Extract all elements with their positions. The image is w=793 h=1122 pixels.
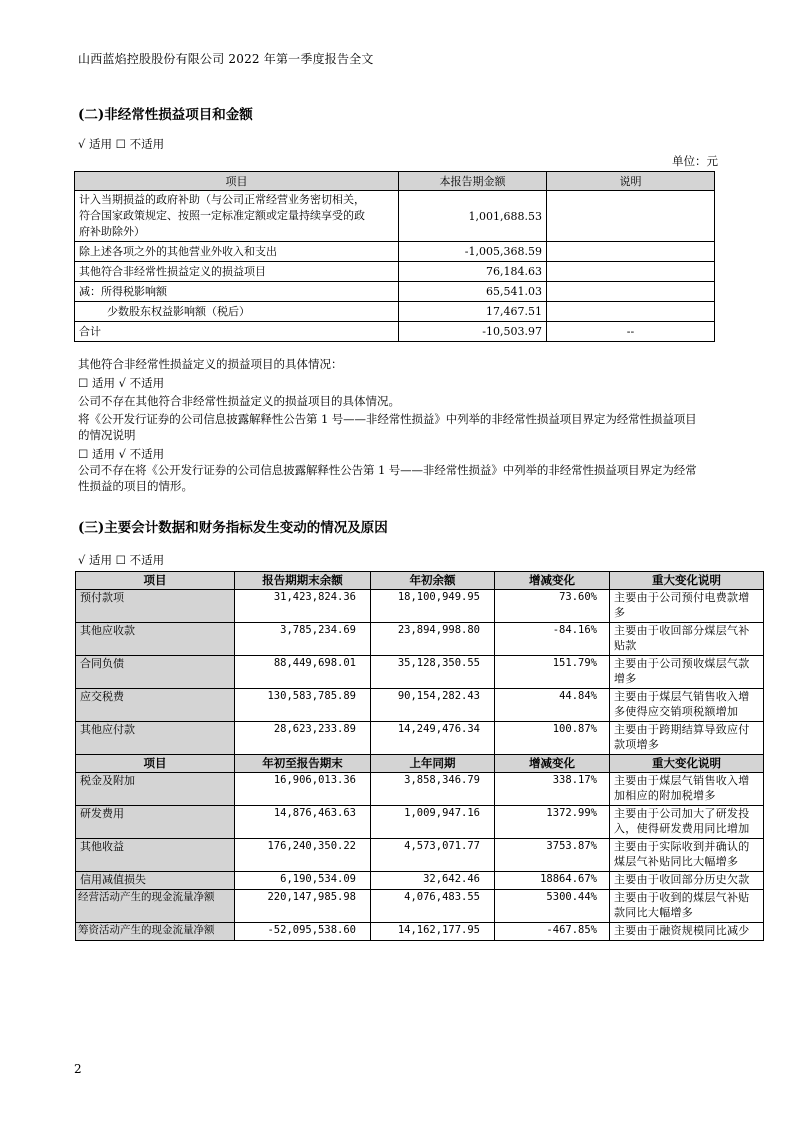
table-row <box>75 282 715 302</box>
paragraph <box>78 462 728 494</box>
column-header: 报告期期末余额 <box>235 572 371 590</box>
begin-balance-cell: 18,100,949.95 <box>371 590 495 623</box>
item-cell: 研发费用 <box>76 806 235 839</box>
table-row <box>76 590 764 623</box>
page-number: 2 <box>74 1062 82 1076</box>
table-row <box>76 923 764 941</box>
prior-period-cell: 4,076,483.55 <box>371 890 495 923</box>
note-cell <box>610 839 764 872</box>
amount-cell: 76,184.63 <box>399 262 547 282</box>
note-cell <box>610 656 764 689</box>
amount-cell: 65,541.03 <box>399 282 547 302</box>
current-period-cell: 220,147,985.98 <box>235 890 371 923</box>
paragraph: 其他符合非经常性损益定义的损益项目的具体情况： <box>78 357 343 371</box>
item-cell: 其他应收款 <box>76 623 235 656</box>
column-header: 项目 <box>75 172 399 191</box>
table-row <box>76 872 764 890</box>
note-line: 加相应的附加税增多 <box>614 789 716 802</box>
section-2-title: (二)非经常性损益项目和金额 <box>78 107 253 123</box>
note-cell <box>610 689 764 722</box>
prior-period-cell: 32,642.46 <box>371 872 495 890</box>
note-cell <box>547 282 715 302</box>
note-cell <box>610 806 764 839</box>
table-row <box>76 839 764 872</box>
note-cell <box>547 191 715 242</box>
item-cell: 其他符合非经常性损益定义的损益项目 <box>75 262 399 282</box>
prior-period-cell: 14,162,177.95 <box>371 923 495 941</box>
current-period-cell: 16,906,013.36 <box>235 773 371 806</box>
document-header: 山西蓝焰控股股份有限公司 2022 年第一季度报告全文 <box>78 52 374 66</box>
note-line: 款项增多 <box>614 738 660 751</box>
column-header: 重大变化说明 <box>610 572 764 590</box>
note-line: 主要由于公司预付电费款增 <box>614 591 750 604</box>
current-period-cell: 14,876,463.63 <box>235 806 371 839</box>
note-line: 多使得应交销项税额增加 <box>614 705 739 718</box>
column-header: 年初至报告期末 <box>235 755 371 773</box>
prior-period-cell: 1,009,947.16 <box>371 806 495 839</box>
item-cell <box>75 191 399 242</box>
table-header-row <box>76 572 764 590</box>
unit-label: 单位：元 <box>672 154 718 168</box>
end-balance-cell: 130,583,785.89 <box>235 689 371 722</box>
note-cell <box>610 890 764 923</box>
table-row <box>76 890 764 923</box>
table-row <box>76 806 764 839</box>
paragraph-line: 的情况说明 <box>78 428 136 442</box>
section-3-title: (三)主要会计数据和财务指标发生变动的情况及原因 <box>78 520 388 536</box>
note-cell <box>547 242 715 262</box>
prior-period-cell: 3,858,346.79 <box>371 773 495 806</box>
note-cell <box>610 623 764 656</box>
current-period-cell: 176,240,350.22 <box>235 839 371 872</box>
column-header: 说明 <box>547 172 715 191</box>
change-cell: 338.17% <box>495 773 610 806</box>
note-cell <box>547 302 715 322</box>
change-cell: 151.79% <box>495 656 610 689</box>
table-row <box>76 656 764 689</box>
change-cell: 1372.99% <box>495 806 610 839</box>
column-header: 项目 <box>76 755 235 773</box>
begin-balance-cell: 23,894,998.80 <box>371 623 495 656</box>
change-cell: 44.84% <box>495 689 610 722</box>
current-period-cell: -52,095,538.60 <box>235 923 371 941</box>
applicable-indicator: ☐ 适用 √ 不适用 <box>78 376 165 390</box>
applicable-indicator: ☐ 适用 √ 不适用 <box>78 447 165 461</box>
item-line: 府补助除外） <box>79 225 145 238</box>
note-line: 贴款 <box>614 639 637 652</box>
non-recurring-table <box>74 171 715 342</box>
change-cell: 100.87% <box>495 722 610 755</box>
item-cell: 预付款项 <box>76 590 235 623</box>
paragraph-line: 公司不存在将《公开发行证券的公司信息披露解释性公告第 1 号——非经常性损益》中列举的非经常性损益项目界定为经常 <box>78 463 697 477</box>
note-cell <box>610 872 764 890</box>
table-row <box>75 302 715 322</box>
column-header: 项目 <box>76 572 235 590</box>
item-cell: 筹资活动产生的现金流量净额 <box>76 923 235 941</box>
table-row <box>75 322 715 342</box>
change-cell: -84.16% <box>495 623 610 656</box>
note-line: 主要由于融资规模同比减少 <box>614 924 750 937</box>
end-balance-cell: 31,423,824.36 <box>235 590 371 623</box>
item-cell: 除上述各项之外的其他营业外收入和支出 <box>75 242 399 262</box>
item-cell: 经营活动产生的现金流量净额 <box>76 890 235 923</box>
column-header: 上年同期 <box>371 755 495 773</box>
table-row <box>76 722 764 755</box>
item-cell: 合计 <box>75 322 399 342</box>
change-cell: 5300.44% <box>495 890 610 923</box>
item-cell: 减：所得税影响额 <box>75 282 399 302</box>
begin-balance-cell: 35,128,350.55 <box>371 656 495 689</box>
change-cell: 3753.87% <box>495 839 610 872</box>
note-cell <box>610 923 764 941</box>
amount-cell: -1,005,368.59 <box>399 242 547 262</box>
change-cell: 73.60% <box>495 590 610 623</box>
note-line: 增多 <box>614 672 637 685</box>
table-header-row <box>75 172 715 191</box>
item-cell: 信用减值损失 <box>76 872 235 890</box>
current-period-cell: 6,190,534.09 <box>235 872 371 890</box>
begin-balance-cell: 14,249,476.34 <box>371 722 495 755</box>
note-line: 主要由于实际收到并确认的 <box>614 840 750 853</box>
end-balance-cell: 88,449,698.01 <box>235 656 371 689</box>
change-cell: 18864.67% <box>495 872 610 890</box>
table-row <box>75 242 715 262</box>
note-line: 主要由于煤层气销售收入增 <box>614 690 750 703</box>
note-line: 主要由于收回部分历史欠款 <box>614 873 750 886</box>
section-2-applicable: √ 适用 ☐ 不适用 <box>78 137 165 151</box>
item-cell: 少数股东权益影响额（税后） <box>75 302 399 322</box>
item-cell: 合同负债 <box>76 656 235 689</box>
begin-balance-cell: 90,154,282.43 <box>371 689 495 722</box>
amount-cell: 1,001,688.53 <box>399 191 547 242</box>
note-line: 主要由于收到的煤层气补贴 <box>614 891 750 904</box>
paragraph <box>78 411 728 443</box>
prior-period-cell: 4,573,071.77 <box>371 839 495 872</box>
item-cell: 其他应付款 <box>76 722 235 755</box>
note-cell <box>610 722 764 755</box>
item-cell: 税金及附加 <box>76 773 235 806</box>
note-line: 煤层气补贴同比大幅增多 <box>614 855 739 868</box>
item-cell: 应交税费 <box>76 689 235 722</box>
note-line: 入，使得研发费用同比增加 <box>614 822 750 835</box>
paragraph-line: 性损益的项目的情形。 <box>78 479 193 493</box>
table-row <box>76 773 764 806</box>
note-cell <box>547 262 715 282</box>
column-header: 本报告期金额 <box>399 172 547 191</box>
item-line: 符合国家政策规定、按照一定标准定额或定量持续享受的政 <box>79 209 365 222</box>
note-line: 款同比大幅增多 <box>614 906 694 919</box>
amount-cell: -10,503.97 <box>399 322 547 342</box>
note-cell: -- <box>547 322 715 342</box>
note-cell <box>610 590 764 623</box>
table-row <box>75 262 715 282</box>
note-line: 多 <box>614 606 626 619</box>
column-header: 年初余额 <box>371 572 495 590</box>
table-header-row <box>76 755 764 773</box>
note-line: 主要由于公司加大了研发投 <box>614 807 750 820</box>
financial-changes-table <box>75 571 764 941</box>
table-row <box>76 623 764 656</box>
item-line: 计入当期损益的政府补助（与公司正常经营业务密切相关， <box>79 193 365 206</box>
table-row <box>75 191 715 242</box>
item-cell: 其他收益 <box>76 839 235 872</box>
paragraph-line: 将《公开发行证券的公司信息披露解释性公告第 1 号——非经常性损益》中列举的非经常性损益项目界定为经常性损益项目 <box>78 412 697 426</box>
end-balance-cell: 28,623,233.89 <box>235 722 371 755</box>
note-cell <box>610 773 764 806</box>
column-header: 增减变化 <box>495 755 610 773</box>
column-header: 增减变化 <box>495 572 610 590</box>
note-line: 主要由于收回部分煤层气补 <box>614 624 750 637</box>
amount-cell: 17,467.51 <box>399 302 547 322</box>
table-row <box>76 689 764 722</box>
paragraph: 公司不存在其他符合非经常性损益定义的损益项目的具体情况。 <box>78 394 400 408</box>
note-line: 主要由于煤层气销售收入增 <box>614 774 750 787</box>
change-cell: -467.85% <box>495 923 610 941</box>
note-line: 主要由于公司预收煤层气款 <box>614 657 750 670</box>
note-line: 主要由于跨期结算导致应付 <box>614 723 750 736</box>
section-3-applicable: √ 适用 ☐ 不适用 <box>78 553 165 567</box>
end-balance-cell: 3,785,234.69 <box>235 623 371 656</box>
column-header: 重大变化说明 <box>610 755 764 773</box>
